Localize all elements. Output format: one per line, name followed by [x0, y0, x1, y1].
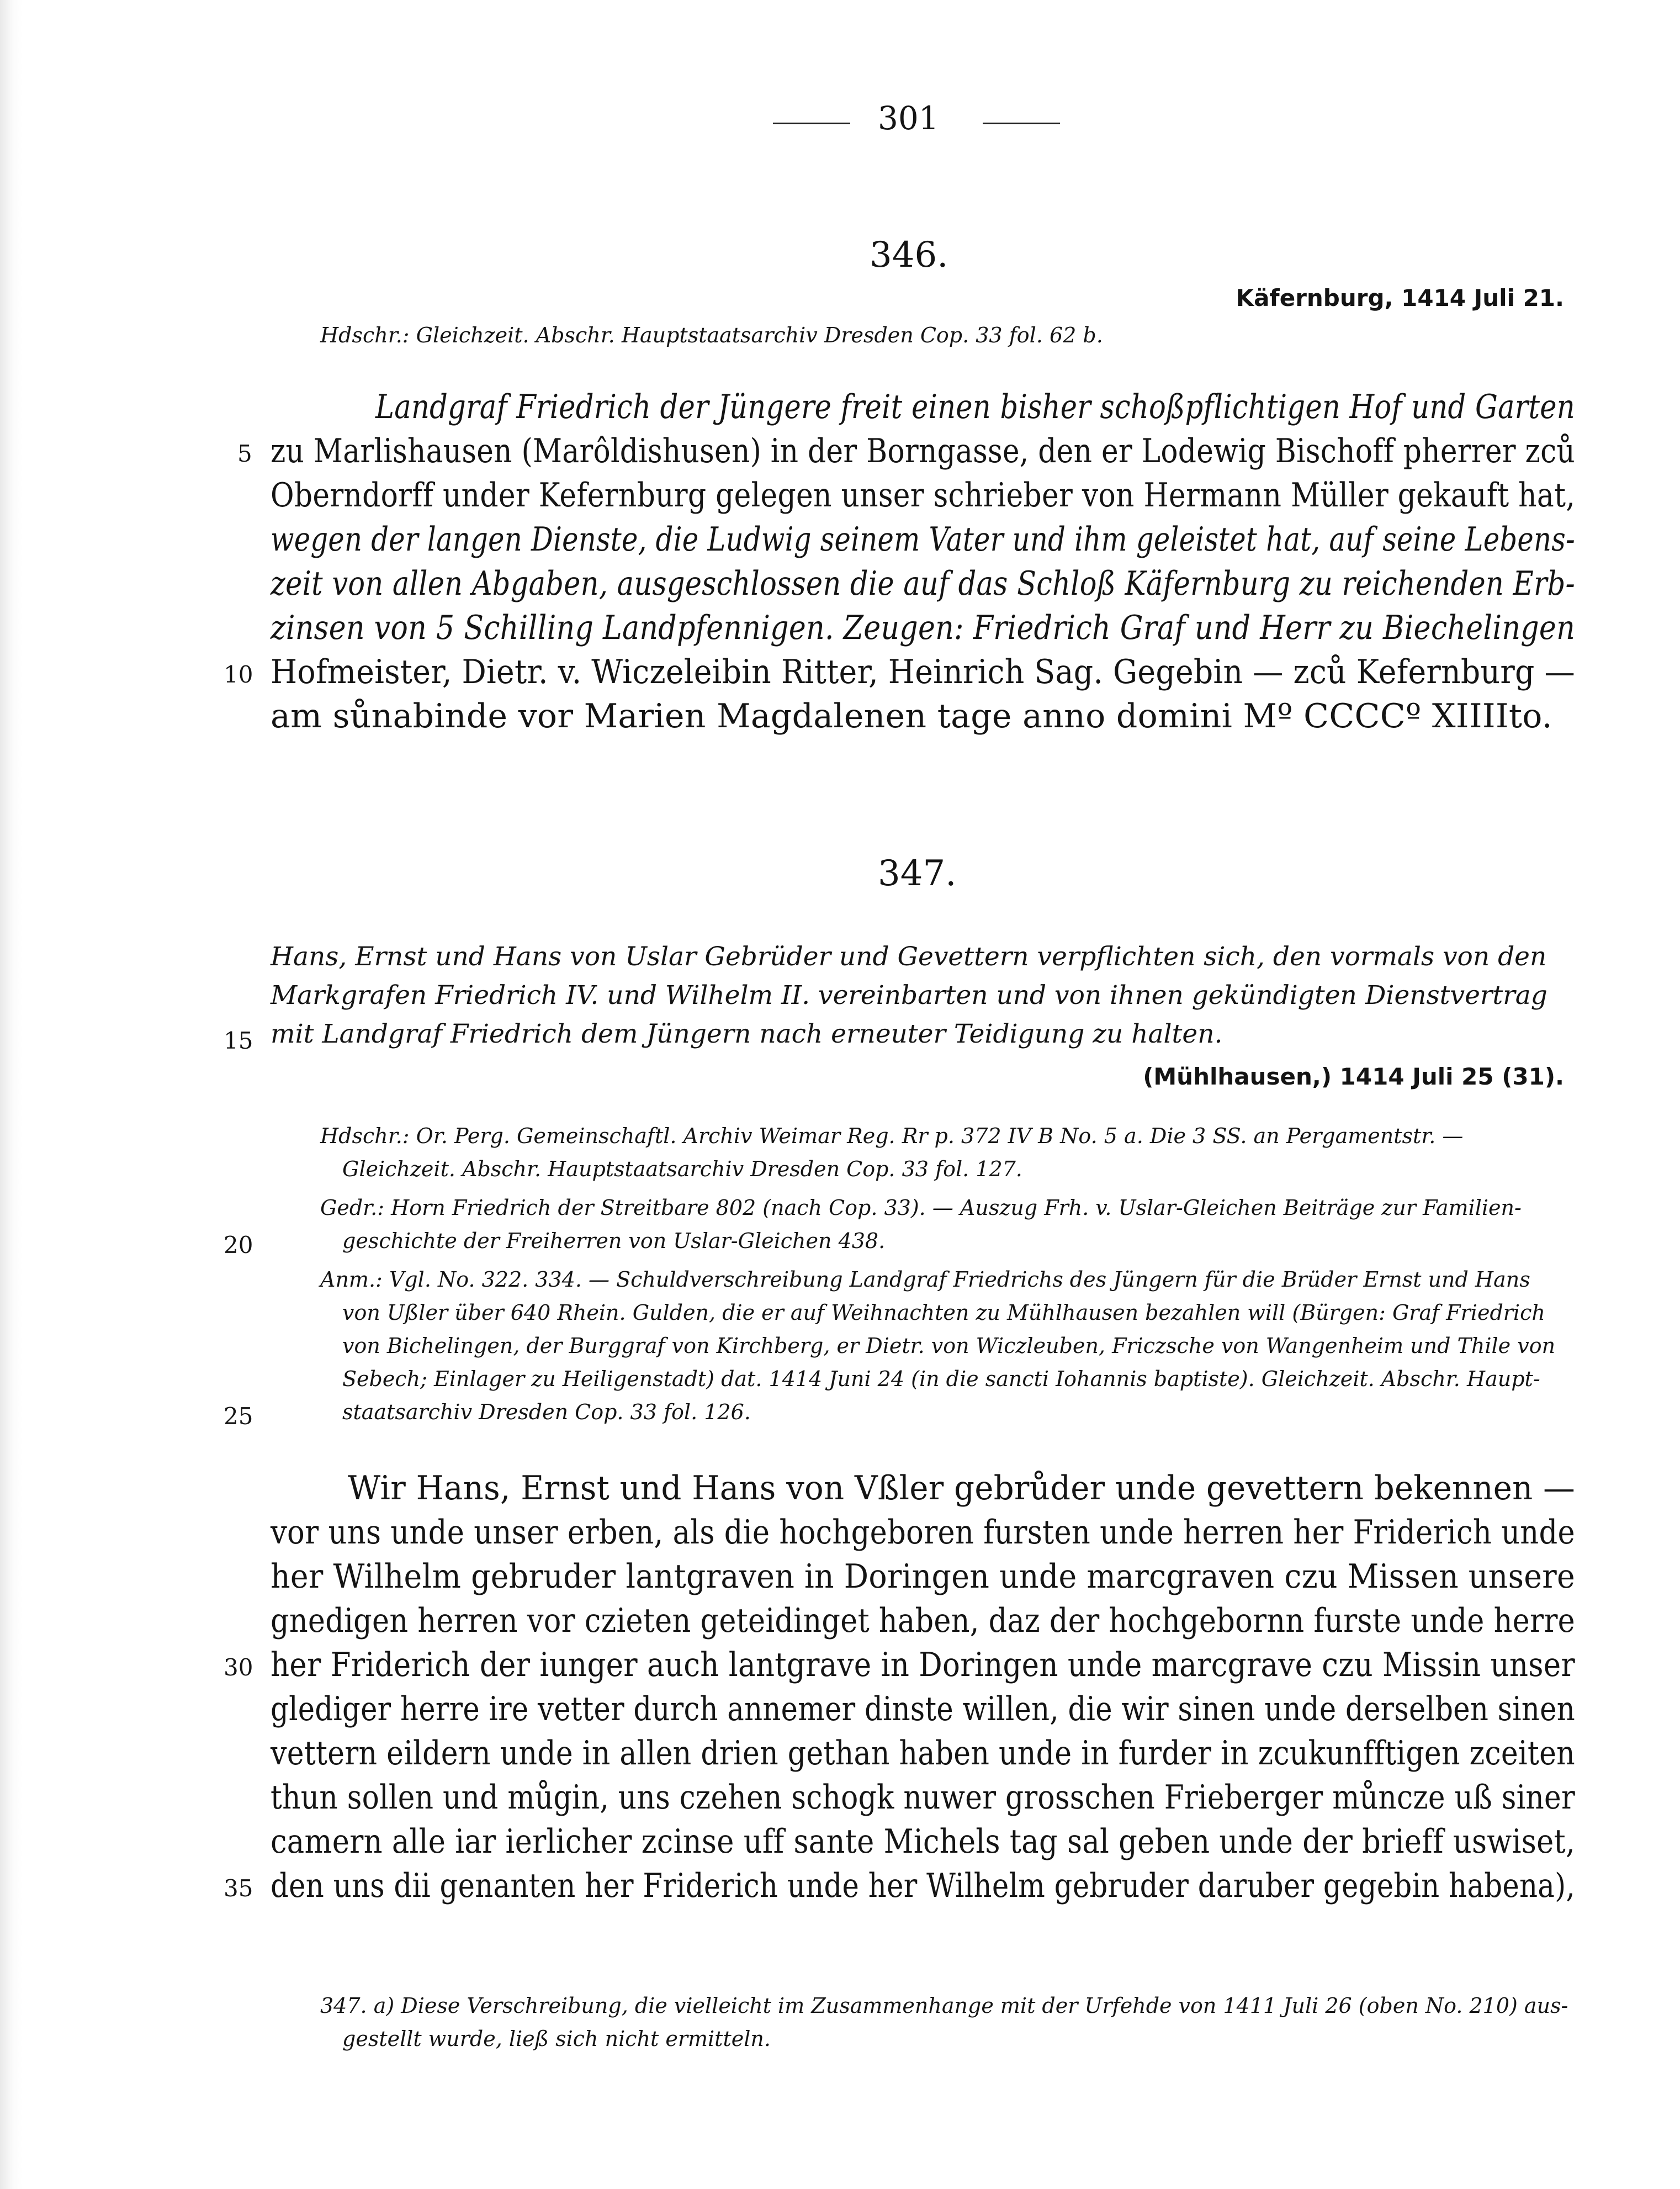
apparatus-line: Sebech; Einlager zu Heiligenstadt) dat. 1414 Juni 24 (in die sancti Iohannis baptiste). Gleichzeit. Abschr. Haupt-	[342, 1367, 1540, 1391]
document-text-line: den uns dii genanten her Friderich unde her Wilhelm gebruder daruber gegebin habena),	[271, 1867, 1575, 1905]
document-text-line: Wir Hans, Ernst und Hans von Vßler gebrůder unde gevettern bekennen —	[348, 1469, 1575, 1508]
page-number: 301	[878, 99, 939, 137]
entry-place-date: (Mühlhausen,) 1414 Juli 25 (31).	[1143, 1063, 1564, 1090]
document-text-line: glediger herre ire vetter durch annemer dinste willen, die wir sinen unde derselben sinen	[271, 1690, 1575, 1728]
line-number: 15	[224, 1027, 253, 1054]
regest-line: zinsen von 5 Schilling Landpfennigen. Zeugen: Friedrich Graf und Herr zu Biechelingen	[271, 609, 1575, 647]
line-number: 25	[224, 1403, 253, 1430]
regest-line: Oberndorff under Kefernburg gelegen unser schrieber von Hermann Müller gekauft hat,	[271, 476, 1575, 515]
line-number: 30	[224, 1654, 253, 1681]
entry-number: 346.	[870, 235, 948, 276]
header-rule-right	[983, 123, 1060, 124]
entry-number: 347.	[878, 853, 957, 894]
entry-place-date: Käfernburg, 1414 Juli 21.	[1236, 284, 1564, 311]
document-text-line: her Friderich der iunger auch lantgrave in Doringen unde marcgrave czu Missin unser	[271, 1646, 1575, 1684]
regest-line: zeit von allen Abgaben, ausgeschlossen die auf das Schloß Käfernburg zu reichenden Erb-	[271, 564, 1575, 603]
summary-line: Hans, Ernst und Hans von Uslar Gebrüder und Gevettern verpflichten sich, den vormals von den	[271, 942, 1547, 972]
regest-line: am sůnabinde vor Marien Magdalenen tage anno domini Mº CCCCº XIIIIto.	[271, 697, 1552, 736]
scan-edge-shadow	[0, 0, 22, 2189]
line-number: 35	[224, 1875, 253, 1902]
apparatus-line: von Bichelingen, der Burggraf von Kirchberg, er Dietr. von Wiczleuben, Friczsche von Wangenheim und Thile von	[342, 1334, 1556, 1358]
apparatus-line: Hdschr.: Or. Perg. Gemeinschaftl. Archiv Weimar Reg. Rr p. 372 IV B No. 5 a. Die 3 SS. an Pergamentstr. —	[320, 1124, 1464, 1148]
document-text-line: vettern eildern unde in allen drien gethan haben unde in furder in zcukunfftigen zceiten	[271, 1734, 1575, 1773]
line-number: 5	[237, 440, 252, 467]
apparatus-line: Gleichzeit. Abschr. Hauptstaatsarchiv Dresden Cop. 33 fol. 127.	[342, 1157, 1022, 1181]
summary-line: Markgrafen Friedrich IV. und Wilhelm II. vereinbarten und von ihnen gekündigten Dienstvertrag	[271, 980, 1547, 1011]
regest-line: Hofmeister, Dietr. v. Wiczeleibin Ritter, Heinrich Sag. Gegebin — zců Kefernburg —	[271, 653, 1575, 691]
header-rule-left	[773, 123, 850, 124]
apparatus-line: von Ußler über 640 Rhein. Gulden, die er auf Weihnachten zu Mühlhausen bezahlen will (Bürgen: Graf Friedrich	[342, 1300, 1545, 1325]
document-text-line: her Wilhelm gebruder lantgraven in Doringen unde marcgraven czu Missen unsere	[271, 1557, 1575, 1596]
line-number: 20	[224, 1231, 253, 1259]
footnote: 347. a) Diese Verschreibung, die vielleicht im Zusammenhange mit der Urfehde von 1411 Juli 26 (oben No. 210) aus-	[320, 1994, 1568, 2018]
document-text-line: gnedigen herren vor czieten geteidinget haben, daz der hochgebornn furste unde herre	[271, 1601, 1575, 1640]
summary-line: mit Landgraf Friedrich dem Jüngern nach erneuter Teidigung zu halten.	[271, 1019, 1223, 1049]
apparatus-line: Gedr.: Horn Friedrich der Streitbare 802 (nach Cop. 33). — Auszug Frh. v. Uslar-Gleichen Beiträge zur Familien-	[320, 1196, 1522, 1220]
regest-line: wegen der langen Dienste, die Ludwig seinem Vater und ihm geleistet hat, auf seine Lebens-	[271, 520, 1575, 559]
apparatus-line: Anm.: Vgl. No. 322. 334. — Schuldverschreibung Landgraf Friedrichs des Jüngern für die Brüder Ernst und Hans	[320, 1267, 1530, 1292]
document-text-line: vor uns unde unser erben, als die hochgeboren fursten unde herren her Friderich unde	[271, 1513, 1575, 1552]
apparatus-line: geschichte der Freiherren von Uslar-Gleichen 438.	[342, 1229, 886, 1253]
source-note: Hdschr.: Gleichzeit. Abschr. Hauptstaatsarchiv Dresden Cop. 33 fol. 62 b.	[320, 323, 1103, 347]
apparatus-line: staatsarchiv Dresden Cop. 33 fol. 126.	[342, 1400, 751, 1424]
regest-line: zu Marlishausen (Marôldishusen) in der Borngasse, den er Lodewig Bischoff pherrer zců	[271, 432, 1575, 470]
line-number: 10	[224, 661, 253, 688]
document-text-line: thun sollen und můgin, uns czehen schogk nuwer grosschen Frieberger můncze uß siner	[271, 1778, 1575, 1817]
document-text-line: camern alle iar ierlicher zcinse uff sante Michels tag sal geben unde der brieff uswiset,	[271, 1822, 1575, 1861]
regest-line: Landgraf Friedrich der Jüngere freit einen bisher schoßpflichtigen Hof und Garten	[375, 388, 1575, 426]
footnote-continuation: gestellt wurde, ließ sich nicht ermitteln.	[342, 2027, 771, 2051]
